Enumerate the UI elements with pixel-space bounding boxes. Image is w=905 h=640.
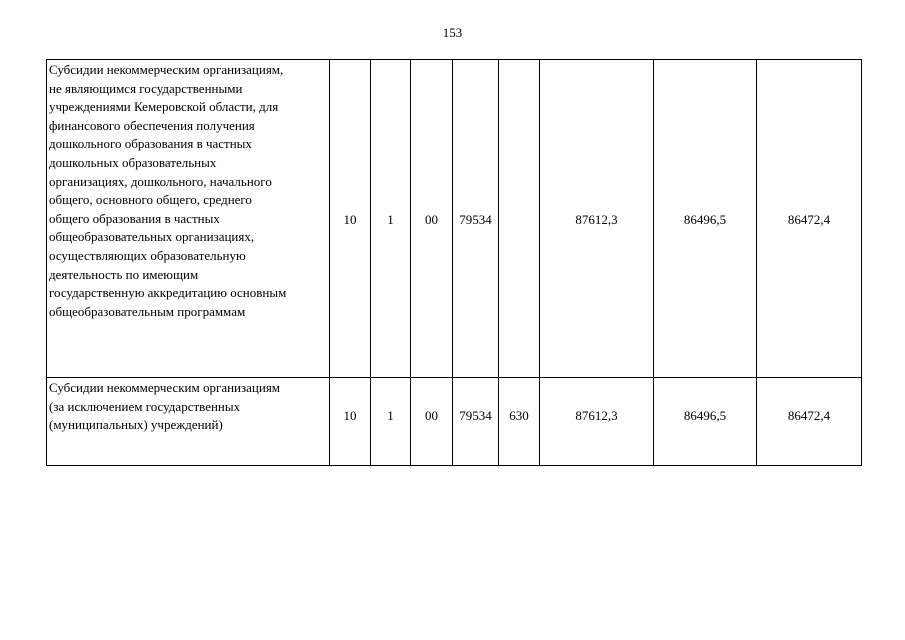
expense-name-line: не являющимся государственными xyxy=(49,80,243,96)
expense-name-line: общего, основного общего, среднего xyxy=(49,192,252,208)
amount-cell-2: 86496,5 xyxy=(654,378,757,466)
subsection-code-cell: 1 xyxy=(371,60,411,378)
expense-name-line: учреждениями Кемеровской области, для xyxy=(49,99,279,115)
subsection-code-cell: 1 xyxy=(371,378,411,466)
expense-name-line: государственную аккредитацию основным xyxy=(49,285,287,301)
program-code-cell: 00 xyxy=(411,378,453,466)
table-row xyxy=(47,378,862,466)
expense-name-line: Субсидии некоммерческим организациям xyxy=(49,380,281,395)
page-number: 153 xyxy=(442,25,463,40)
expense-name-line: организациях, дошкольного, начального xyxy=(49,173,272,189)
section-code-cell: 10 xyxy=(330,378,371,466)
budget-table xyxy=(46,59,862,466)
expense-name-cell xyxy=(47,378,330,466)
section-code-cell: 10 xyxy=(330,60,371,378)
expense-name-line: (муниципальных) учреждений) xyxy=(49,417,223,433)
target-article-cell: 79534 xyxy=(453,60,499,378)
program-code-cell: 00 xyxy=(411,60,453,378)
expense-name-line: финансового обеспечения получения xyxy=(49,117,255,133)
expense-name-line: общего образования в частных xyxy=(49,210,220,226)
expense-name-line: осуществляющих образовательную xyxy=(49,247,246,263)
expense-name-line: общеобразовательных организациях, xyxy=(49,229,255,245)
expense-name-line: (за исключением государственных xyxy=(49,398,241,414)
expense-type-cell xyxy=(499,60,540,378)
expense-name-line: деятельность по имеющим xyxy=(49,266,199,282)
table-row xyxy=(47,60,862,378)
amount-cell-1: 87612,3 xyxy=(540,60,654,378)
expense-type-cell: 630 xyxy=(499,378,540,466)
amount-cell-1: 87612,3 xyxy=(540,378,654,466)
expense-name-line: дошкольного образования в частных xyxy=(49,136,252,152)
expense-name-line: дошкольных образовательных xyxy=(49,154,217,170)
target-article-cell: 79534 xyxy=(453,378,499,466)
expense-name-line: Субсидии некоммерческим организациям, xyxy=(49,62,284,77)
amount-cell-3: 86472,4 xyxy=(757,378,862,466)
amount-cell-3: 86472,4 xyxy=(757,60,862,378)
amount-cell-2: 86496,5 xyxy=(654,60,757,378)
expense-name-cell xyxy=(47,60,330,378)
expense-name-line: общеобразовательным программам xyxy=(49,303,246,319)
